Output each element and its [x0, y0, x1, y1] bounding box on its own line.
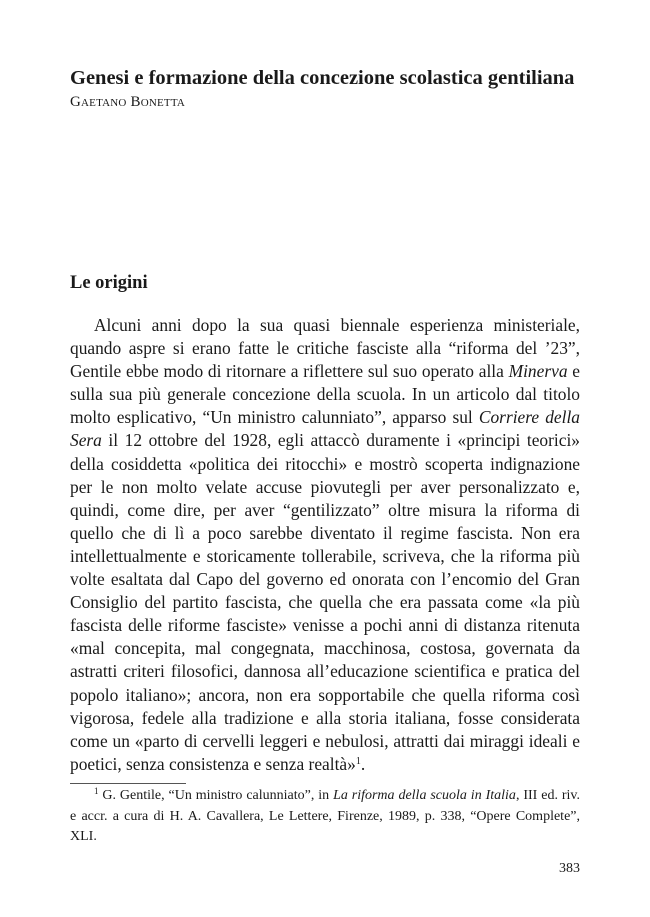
page-number: 383 — [559, 861, 580, 876]
body-text-segment: Alcuni anni dopo la sua quasi biennale esperienza ministeriale, quando aspre si erano fatte le critiche fasciste alla “riforma del ’23”, Gentile ebbe modo di ritornare a riflettere sul suo operato alla — [70, 315, 580, 382]
footnote-divider — [70, 783, 186, 784]
italic-publication-name: Minerva — [508, 361, 568, 382]
footnote — [70, 786, 580, 848]
body-text-segment: il 12 ottobre del 1928, egli attaccò duramente i «principi teorici» della cosiddetta «politica dei ritocchi» e mostrò scoperta indignazione per le non molto velate accuse piovutegli per aver personalizzato e, quindi, come dire, per aver “gentilizzato” oltre misura la riforma di quello che di lì a poco sarebbe diventato il regime fascista. Non era intellettualmente e storicamente tollerabile, scriveva, che la riforma più volte esaltata dal Capo del governo ed onorata con l’encomio del Gran Consiglio del partito fascista, che quella che era passata come «la più fascista delle riforme fasciste» venisse a pochi anni di distanza ritenuta «mal concepita, mal congegnata, macchinosa, costosa, governata da astratti criteri filosofici, dannosa all’educazione scientifica e pratica del popolo italiano»; ancora, non era sopportabile che quella riforma così vigorosa, fedele alla tradizione e alla storia italiana, fosse considerata come un «parto di cervelli leggeri e nebulosi, attratti dai miraggi ideali e poetici, senza consistenza e senza realtà» — [70, 430, 580, 774]
body-text-segment: . — [360, 753, 366, 774]
footnote-marker: 1 — [94, 786, 99, 796]
section-heading: Le origini — [70, 273, 148, 293]
footnote-reference[interactable]: 1 — [355, 755, 361, 767]
body-text — [70, 314, 580, 776]
body-text-segment: e sulla sua più generale concezione della scuola. In un articolo dal titolo molto esplicativo, “Un ministro calunniato”, apparso sul — [70, 361, 580, 428]
italic-book-title: La riforma della scuola in Italia — [333, 788, 516, 803]
footnote-text-segment: G. Gentile, “Un ministro calunniato”, in — [102, 788, 334, 803]
author-name: Gaetano Bonetta — [70, 94, 186, 110]
footnote-paragraph — [70, 786, 580, 848]
body-paragraph — [70, 314, 580, 776]
italic-newspaper-name: Corriere della Sera — [70, 407, 580, 451]
chapter-title: Genesi e formazione della concezione scolastica gentiliana — [70, 67, 575, 89]
footnote-text-segment: , III ed. riv. e accr. a cura di H. A. Cavallera, Le Lettere, Firenze, 1989, p. 338, “Opere Complete”, XLI. — [70, 788, 580, 844]
